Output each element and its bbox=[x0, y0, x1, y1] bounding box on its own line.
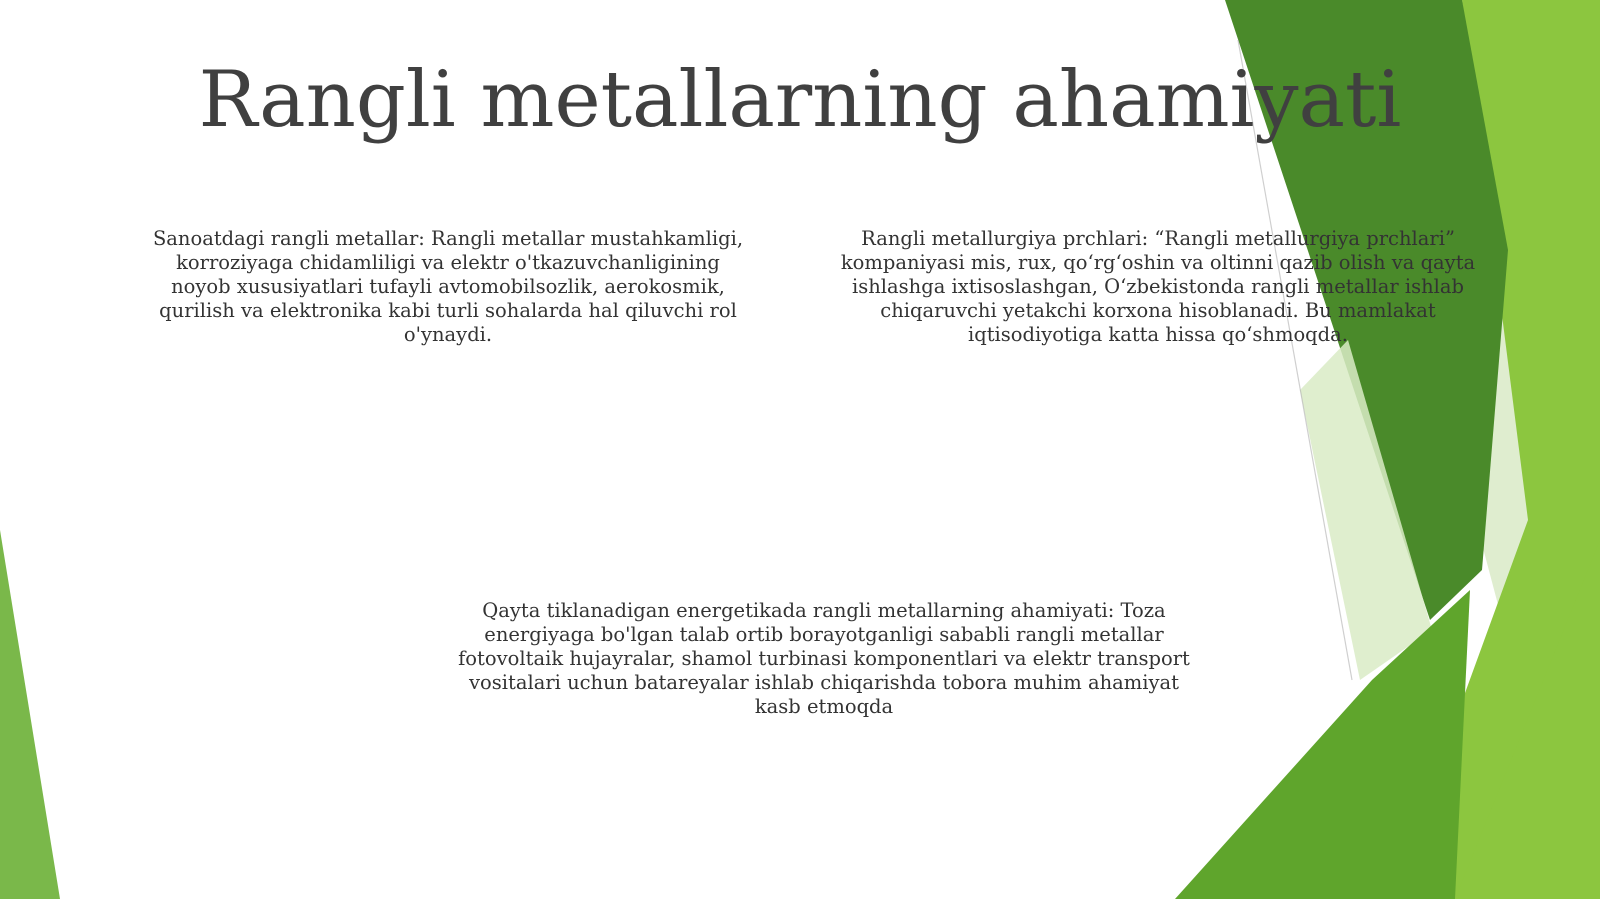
decor-shape-left bbox=[0, 530, 60, 899]
text-block-metallurgy: Rangli metallurgiya prchlari: “Rangli metallurgiya prchlari” kompaniyasi mis, rux, qo‘rg‘oshin va oltinni qazib olish va qayta ishlashga ixtisoslashgan, O‘zbekistonda rangli metallar ishlab chiqaruvchi yetakchi korxona hisoblanadi. Bu mamlakat iqtisodiyotiga katta hissa qo‘shmoqda. bbox=[840, 227, 1476, 346]
decor-shape-mid-bottom bbox=[1175, 590, 1470, 899]
text-block-industry: Sanoatdagi rangli metallar: Rangli metallar mustahkamligi, korroziyaga chidamliligi va elektr o'tkazuvchanligining noyob xususiyatlari tufayli avtomobilsozlik, aerokosmik, qurilish va elektronika kabi turli sohalarda hal qiluvchi rol o'ynaydi. bbox=[152, 227, 744, 346]
slide-title: Rangli metallarning ahamiyati bbox=[198, 55, 1402, 145]
text-block-renewable-energy: Qayta tiklanadigan energetikada rangli metallarning ahamiyati: Toza energiyaga bo'lgan talab ortib borayotganligi sababli rangli metallar fotovoltaik hujayralar, shamol turbinasi komponentlari va elektr transport vositalari uchun batareyalar ishlab chiqarishda tobora muhim ahamiyat kasb etmoqda bbox=[458, 599, 1190, 718]
